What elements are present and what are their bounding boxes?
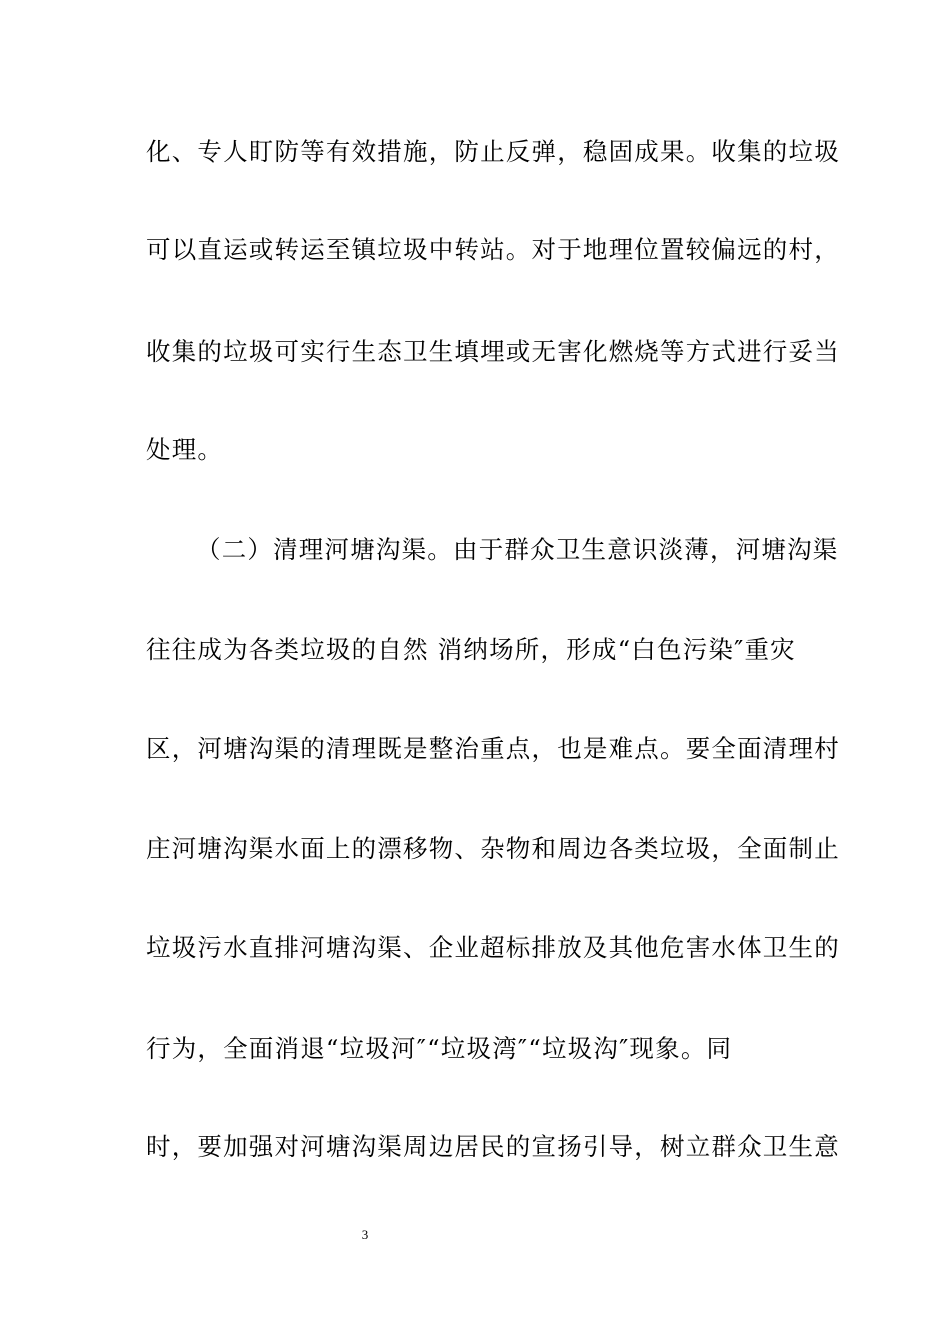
text-line-9: 垃圾污水直排河塘沟渠、企业超标排放及其他危害水体卫生的 [146, 933, 840, 962]
text-line-10: 行为，全面消退“垃圾河″“垃圾湾″“垃圾沟″现象。同 [146, 1034, 733, 1063]
text-line-3: 收集的垃圾可实行生态卫生填埋或无害化燃烧等方式进行妥当 [146, 337, 840, 366]
text-line-2: 可以直运或转运至镇垃圾中转站。对于地理位置较偏远的村， [146, 235, 840, 264]
text-line-1: 化、专人盯防等有效措施，防止反弹，稳固成果。收集的垃圾 [146, 137, 840, 166]
text-line-4: 处理。 [146, 435, 224, 464]
text-line-6: 往往成为各类垃圾的自然 消纳场所，形成“白色污染″重灾 [146, 635, 796, 664]
text-line-7: 区，河塘沟渠的清理既是整治重点，也是难点。要全面清理村 [146, 734, 840, 763]
text-line-5: （二）清理河塘沟渠。由于群众卫生意识淡薄，河塘沟渠 [196, 535, 839, 564]
page-number: 3 [361, 1227, 369, 1242]
text-line-11: 时，要加强对河塘沟渠周边居民的宣扬引导，树立群众卫生意 [146, 1132, 840, 1161]
text-line-8: 庄河塘沟渠水面上的漂移物、杂物和周边各类垃圾，全面制止 [146, 834, 840, 863]
